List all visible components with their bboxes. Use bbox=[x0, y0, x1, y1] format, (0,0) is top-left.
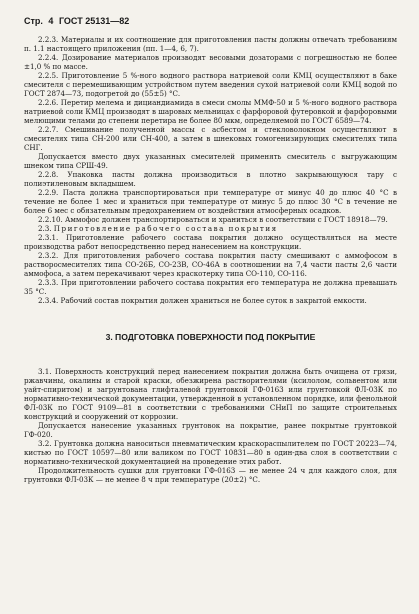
paragraph: 2.3.3. При приготовлении рабочего состава покрытия его температура не должна превышать 35 °С. bbox=[24, 278, 397, 296]
paragraph: 2.2.9. Паста должна транспортироваться при температуре от минус 40 до плюс 40 °С в течение не более 1 мес и храниться при температуре от минус 5 до плюс 30 °С в течение не более 6 мес с обязательным предохранением от воздействия атмосферных осадков. bbox=[24, 188, 397, 215]
standard-number: ГОСТ 25131—82 bbox=[58, 16, 130, 26]
paragraph: 3.2. Грунтовка должна наноситься пневматическим краскораспылителем по ГОСТ 20223—74, кистью по ГОСТ 10597—80 или валиком по ГОСТ 10831—80 в один-два слоя в соответствии с нормативно-технической документацией на проведение этих работ. bbox=[24, 439, 397, 466]
subsection-number: 2.3. bbox=[38, 224, 52, 233]
paragraph: 2.2.4. Дозирование материалов производят весовыми дозаторами с погрешностью не более ±1,0 % по массе. bbox=[24, 53, 397, 71]
paragraph: 2.3.4. Рабочий состав покрытия должен храниться не более суток в закрытой емкости. bbox=[38, 296, 367, 305]
page-header bbox=[24, 16, 397, 26]
paragraph: Продолжительность сушки для грунтовки ГФ-0163 — не менее 24 ч для каждого слоя, для грунтовки ФЛ-03К — не менее 8 ч при температуре (20±2) °С. bbox=[24, 466, 397, 484]
subsection-heading bbox=[24, 224, 397, 233]
paragraph: 2.2.8. Упаковка пасты должна производиться в плотно закрывающуюся тару с полиэтиленовым вкладышем. bbox=[24, 170, 397, 188]
paragraph: 2.2.6. Перетир мелема и дициандиамида в смеси смолы ММФ-50 и 5 %-ного водного раствора натриевой соли КМЦ производят в шаровых мельницах с фарфоровой футеровкой и фарфоровыми мелющими телами до степени перетира не более 80 мкм, определяемой по ГОСТ 6589—74. bbox=[24, 98, 397, 125]
page-label: Стр. bbox=[24, 16, 43, 26]
section-heading: 3. ПОДГОТОВКА ПОВЕРХНОСТИ ПОД ПОКРЫТИЕ bbox=[105, 332, 316, 342]
paragraph: Допускается вместо двух указанных смесителей применять смеситель с выгружающим шнеком типа СРШ-49. bbox=[24, 152, 397, 170]
paragraph: 2.2.5. Приготовление 5 %-ного водного раствора натриевой соли КМЦ осуществляют в баке смесителя с перемешивающим устройством путем введения сухой натриевой соли КМЦ водой по ГОСТ 2874—73, подогретой до (55±5) °С. bbox=[24, 71, 397, 98]
paragraph: 2.2.3. Материалы и их соотношение для приготовления пасты должны отвечать требованиям п. 1.1 настоящего приложения (пп. 1—4, 6, 7). bbox=[24, 35, 397, 53]
paragraph: 2.2.10. Аммофос должен транспортироваться и храниться в соответствии с ГОСТ 18918—79. bbox=[38, 215, 388, 224]
paragraph: 2.2.7. Смешивание полученной массы с асбестом и стекловолокном осуществляют в смесителях типа СН-200 или СН-400, а затем в шнековых гомогенизирующих смесителях типа СНГ. bbox=[24, 125, 397, 152]
subsection-title: Приготовление рабочего состава покрытия bbox=[53, 224, 278, 233]
document-body bbox=[24, 35, 397, 484]
paragraph: Допускается нанесение указанных грунтовок на покрытие, ранее покрытые грунтовкой ГФ-020. bbox=[24, 421, 397, 439]
paragraph: 2.3.2. Для приготовления рабочего состава покрытия пасту смешивают с аммофосом в растворосмесителях типа СО-26Б, СО-23В, СО-46А в соотношении на 7,4 части пасты 2,6 части аммофоса, а затем перекачивают через краскотерку типа СО-110, СО-116. bbox=[24, 251, 397, 278]
page-number: 4 bbox=[48, 16, 54, 26]
paragraph: 3.1. Поверхность конструкций перед нанесением покрытия должна быть очищена от грязи, ржавчины, окалины и старой краски, обезжирена растворителями (ксилолом, сольвентом или уайт-спиритом) и загрунтована глифталевой грунтовкой ГФ-0163 или грунтовкой ФЛ-03К по нормативно-технической документации, утвержденной в установленном порядке, или фенольной ФЛ-03К по ГОСТ 9109—81 в соответствии с требованиями СНиП по защите строительных конструкций и сооружений от коррозии. bbox=[24, 367, 397, 421]
paragraph: 2.3.1. Приготовление рабочего состава покрытия должно осуществляться на месте производства работ непосредственно перед нанесением на конструкции. bbox=[24, 233, 397, 251]
